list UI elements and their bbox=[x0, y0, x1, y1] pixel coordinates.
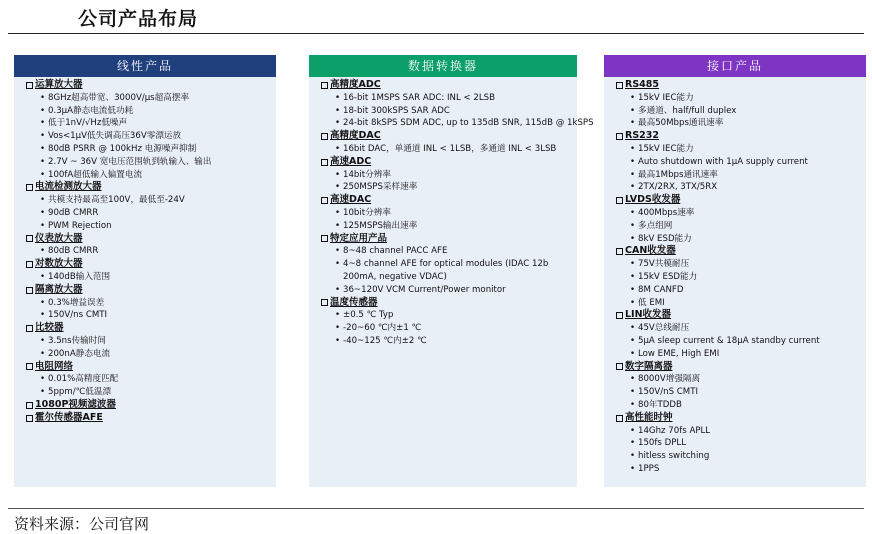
product-group bbox=[26, 399, 276, 412]
list-item bbox=[616, 220, 866, 233]
product-group bbox=[26, 233, 276, 259]
item-text: 最高1Mbps通讯速率 bbox=[638, 169, 718, 180]
group-heading bbox=[26, 233, 276, 246]
group-heading bbox=[26, 79, 276, 92]
item-text: 0.01%高精度匹配 bbox=[48, 374, 119, 385]
item-text: 多点组网 bbox=[638, 220, 673, 231]
list-item bbox=[616, 143, 866, 156]
group-name: 电阻网络 bbox=[35, 360, 74, 372]
group-name: 数字隔离器 bbox=[625, 360, 673, 372]
product-group bbox=[616, 79, 866, 130]
list-item bbox=[321, 92, 577, 105]
checkbox-square-icon bbox=[321, 197, 328, 204]
list-item bbox=[321, 309, 577, 322]
item-text: 5µA sleep current & 18µA standby current bbox=[638, 335, 820, 346]
item-text: 15kV IEC能力 bbox=[638, 143, 694, 154]
panel-interface-products bbox=[604, 55, 866, 487]
list-item bbox=[321, 335, 577, 348]
group-name: 高性能时钟 bbox=[625, 411, 673, 423]
bullet-icon: • bbox=[335, 220, 341, 231]
group-heading bbox=[321, 130, 577, 143]
group-name: CAN收发器 bbox=[625, 245, 676, 257]
group-heading bbox=[616, 245, 866, 258]
bullet-icon: • bbox=[630, 156, 636, 167]
group-name: 高精度DAC bbox=[330, 130, 381, 142]
panel-title: 线性产品 bbox=[14, 55, 276, 77]
list-item bbox=[321, 220, 577, 233]
list-item bbox=[321, 117, 594, 130]
list-item bbox=[26, 169, 276, 182]
bullet-icon: • bbox=[630, 297, 636, 308]
item-text: 最高50Mbps通讯速率 bbox=[638, 118, 724, 129]
bullet-icon: • bbox=[630, 323, 636, 334]
group-heading bbox=[616, 194, 866, 207]
list-item bbox=[616, 373, 866, 386]
product-group bbox=[26, 181, 276, 232]
item-text: 36~120V VCM Current/Power monitor bbox=[343, 284, 506, 295]
bullet-icon: • bbox=[630, 374, 636, 385]
bullet-icon: • bbox=[630, 271, 636, 282]
bullet-icon: • bbox=[40, 271, 46, 282]
checkbox-square-icon bbox=[26, 287, 33, 294]
item-text: 45V总线耐压 bbox=[638, 323, 690, 334]
bullet-icon: • bbox=[40, 195, 46, 206]
item-text: 18-bit 300kSPS SAR ADC bbox=[343, 105, 450, 116]
group-heading bbox=[616, 309, 866, 322]
product-group bbox=[321, 233, 577, 297]
bullet-icon: • bbox=[40, 246, 46, 257]
item-text: 16bit DAC，单通道 INL < 1LSB，多通道 INL < 3LSB bbox=[343, 143, 557, 154]
checkbox-square-icon bbox=[321, 299, 328, 306]
page-title: 公司产品布局 bbox=[78, 8, 199, 30]
item-text: 250MSPS采样速率 bbox=[343, 182, 418, 193]
bullet-icon: • bbox=[630, 259, 636, 270]
bullet-icon: • bbox=[335, 335, 341, 346]
bullet-icon: • bbox=[40, 169, 46, 180]
product-group bbox=[321, 130, 577, 156]
bullet-icon: • bbox=[40, 118, 46, 129]
bullet-icon: • bbox=[630, 233, 636, 244]
list-item bbox=[616, 117, 866, 130]
bullet-icon: • bbox=[40, 207, 46, 218]
bullet-icon: • bbox=[630, 207, 636, 218]
product-group bbox=[26, 79, 276, 181]
list-item bbox=[26, 373, 276, 386]
bullet-icon: • bbox=[335, 310, 341, 321]
group-name: 隔离放大器 bbox=[35, 283, 83, 295]
list-item bbox=[26, 271, 276, 284]
list-item bbox=[616, 271, 866, 284]
list-item bbox=[616, 450, 866, 463]
bullet-icon: • bbox=[40, 131, 46, 142]
item-text: 低 EMI bbox=[638, 297, 665, 308]
bullet-icon: • bbox=[630, 425, 636, 436]
group-heading bbox=[26, 361, 276, 374]
checkbox-square-icon bbox=[321, 235, 328, 242]
panel-title: 接口产品 bbox=[604, 55, 866, 77]
item-text: 多通道、half/full duplex bbox=[638, 105, 737, 116]
group-name: LVDS收发器 bbox=[625, 194, 681, 206]
group-heading bbox=[321, 194, 577, 207]
bullet-icon: • bbox=[630, 463, 636, 474]
item-text: 200nA静态电流 bbox=[48, 348, 111, 359]
list-item bbox=[616, 92, 866, 105]
item-text: 100fA超低输入偏置电流 bbox=[48, 169, 143, 180]
list-item bbox=[26, 335, 276, 348]
list-item bbox=[321, 322, 577, 335]
bullet-icon: • bbox=[335, 92, 341, 103]
item-text: 80dB PSRR @ 100kHz 电源噪声抑制 bbox=[48, 143, 197, 154]
bullet-icon: • bbox=[630, 387, 636, 398]
checkbox-square-icon bbox=[321, 159, 328, 166]
bullet-icon: • bbox=[335, 246, 341, 257]
bullet-icon: • bbox=[630, 284, 636, 295]
list-item bbox=[616, 233, 866, 246]
group-heading bbox=[616, 361, 866, 374]
product-group bbox=[26, 412, 276, 425]
list-item bbox=[616, 258, 866, 271]
bullet-icon: • bbox=[335, 284, 341, 295]
item-text: 14bit分辨率 bbox=[343, 169, 391, 180]
list-item bbox=[616, 169, 866, 182]
bullet-icon: • bbox=[40, 387, 46, 398]
list-item bbox=[616, 386, 866, 399]
checkbox-square-icon bbox=[26, 184, 33, 191]
list-item bbox=[321, 245, 577, 258]
checkbox-square-icon bbox=[26, 363, 33, 370]
item-text: 150V/ns CMTI bbox=[48, 310, 108, 321]
bullet-icon: • bbox=[40, 374, 46, 385]
group-heading bbox=[26, 322, 276, 335]
item-text: 0.3µA静态电流低功耗 bbox=[48, 105, 134, 116]
checkbox-square-icon bbox=[616, 82, 623, 89]
item-text: 1PPS bbox=[638, 463, 660, 474]
group-name: 霍尔传感器AFE bbox=[35, 411, 103, 423]
bullet-icon: • bbox=[40, 156, 46, 167]
item-text: 15kV ESD能力 bbox=[638, 271, 698, 282]
bullet-icon: • bbox=[335, 118, 341, 129]
item-text: 150V/nS CMTI bbox=[638, 387, 699, 398]
list-item bbox=[26, 207, 276, 220]
item-text: 150fs DPLL bbox=[638, 438, 687, 449]
panel-title: 数据转换器 bbox=[309, 55, 577, 77]
group-name: 高速DAC bbox=[330, 194, 372, 206]
group-name: 电流检测放大器 bbox=[35, 181, 102, 193]
checkbox-square-icon bbox=[26, 235, 33, 242]
group-heading bbox=[321, 233, 577, 246]
list-item bbox=[26, 309, 276, 322]
product-group bbox=[321, 79, 594, 130]
item-text: 低于1nV/√Hz低噪声 bbox=[48, 118, 128, 129]
checkbox-square-icon bbox=[616, 133, 623, 140]
bullet-icon: • bbox=[630, 220, 636, 231]
group-name: RS232 bbox=[625, 130, 659, 142]
item-text: 400Mbps速率 bbox=[638, 207, 695, 218]
product-group bbox=[321, 297, 577, 348]
product-group bbox=[26, 258, 276, 284]
item-text: PWM Rejection bbox=[48, 220, 112, 231]
bullet-icon: • bbox=[630, 182, 636, 193]
checkbox-square-icon bbox=[26, 415, 33, 422]
bullet-icon: • bbox=[335, 182, 341, 193]
list-item bbox=[26, 194, 276, 207]
list-item bbox=[321, 284, 577, 297]
bullet-icon: • bbox=[630, 399, 636, 410]
bullet-icon: • bbox=[40, 297, 46, 308]
list-item bbox=[26, 348, 276, 361]
group-heading bbox=[321, 156, 577, 169]
bullet-icon: • bbox=[40, 143, 46, 154]
list-item bbox=[616, 348, 866, 361]
item-text: hitless switching bbox=[638, 451, 710, 462]
source-note: 资料来源：公司官网 bbox=[14, 515, 150, 533]
item-text: 8GHz超高带宽、3000V/µs超高摆率 bbox=[48, 92, 190, 103]
group-name: 高速ADC bbox=[330, 155, 372, 167]
bullet-icon: • bbox=[630, 105, 636, 116]
item-text: 2.7V ~ 36V 宽电压范围轨到轨输入、输出 bbox=[48, 156, 212, 167]
group-name: 温度传感器 bbox=[330, 296, 378, 308]
item-text: 10bit分辨率 bbox=[343, 207, 391, 218]
list-item bbox=[616, 156, 866, 169]
bullet-icon: • bbox=[630, 169, 636, 180]
list-item bbox=[616, 181, 866, 194]
product-group bbox=[616, 245, 866, 309]
product-group bbox=[321, 194, 577, 232]
group-name: 高精度ADC bbox=[330, 79, 381, 90]
item-text: 8000V增强隔离 bbox=[638, 374, 701, 385]
group-name: 对数放大器 bbox=[35, 258, 83, 270]
bullet-icon: • bbox=[630, 143, 636, 154]
list-item bbox=[321, 169, 577, 182]
panel-data-converters bbox=[309, 55, 594, 487]
product-group-list bbox=[604, 77, 866, 476]
bullet-icon: • bbox=[40, 105, 46, 116]
list-item bbox=[616, 463, 866, 476]
group-heading bbox=[616, 412, 866, 425]
bullet-icon: • bbox=[630, 348, 636, 359]
product-group bbox=[321, 156, 577, 194]
item-text: 5ppm/℃低温漂 bbox=[48, 387, 112, 398]
bullet-icon: • bbox=[630, 92, 636, 103]
list-item bbox=[616, 399, 866, 412]
group-name: 运算放大器 bbox=[35, 79, 83, 90]
group-name: 1080P视频滤波器 bbox=[35, 398, 116, 410]
list-item bbox=[26, 386, 276, 399]
product-group bbox=[26, 284, 276, 322]
product-group bbox=[616, 309, 866, 360]
item-text: 4~8 channel AFE for optical modules (IDAC 12b 200mA, negative VDAC) bbox=[343, 259, 549, 282]
item-text: 24-bit 8kSPS SDM ADC, up to 135dB SNR, 115dB @ 1kSPS bbox=[343, 118, 594, 129]
bullet-icon: • bbox=[40, 310, 46, 321]
bullet-icon: • bbox=[40, 335, 46, 346]
group-heading bbox=[26, 181, 276, 194]
checkbox-square-icon bbox=[26, 325, 33, 332]
bullet-icon: • bbox=[335, 323, 341, 334]
product-group bbox=[26, 361, 276, 399]
bullet-icon: • bbox=[40, 92, 46, 103]
item-text: 共模支持最高至100V，最低至-24V bbox=[48, 195, 185, 206]
bullet-icon: • bbox=[630, 438, 636, 449]
checkbox-square-icon bbox=[321, 82, 328, 89]
list-item bbox=[616, 425, 866, 438]
list-item bbox=[616, 335, 866, 348]
group-heading bbox=[26, 399, 276, 412]
item-text: 0.3%增益误差 bbox=[48, 297, 105, 308]
list-item bbox=[26, 143, 276, 156]
list-item bbox=[616, 437, 866, 450]
checkbox-square-icon bbox=[321, 133, 328, 140]
checkbox-square-icon bbox=[616, 312, 623, 319]
item-text: 16-bit 1MSPS SAR ADC: INL < 2LSB bbox=[343, 92, 496, 103]
list-item bbox=[26, 156, 276, 169]
group-heading bbox=[26, 258, 276, 271]
group-heading bbox=[26, 412, 276, 425]
checkbox-square-icon bbox=[26, 402, 33, 409]
checkbox-square-icon bbox=[616, 197, 623, 204]
item-text: 75V共模耐压 bbox=[638, 259, 690, 270]
item-text: 8M CANFD bbox=[638, 284, 684, 295]
item-text: 3.5ns传输时间 bbox=[48, 335, 106, 346]
item-text: Low EME, High EMI bbox=[638, 348, 720, 359]
list-item bbox=[616, 322, 866, 335]
item-text: 2TX/2RX, 3TX/5RX bbox=[638, 182, 718, 193]
item-text: -40~125 ℃内±2 ℃ bbox=[343, 335, 427, 346]
bullet-icon: • bbox=[335, 169, 341, 180]
checkbox-square-icon bbox=[616, 248, 623, 255]
bottom-divider bbox=[8, 508, 864, 509]
list-item bbox=[26, 130, 276, 143]
group-name: 比较器 bbox=[35, 322, 64, 334]
group-name: 仪表放大器 bbox=[35, 232, 83, 244]
list-item bbox=[321, 181, 577, 194]
list-item bbox=[321, 207, 577, 220]
item-text: 14Ghz 70fs APLL bbox=[638, 425, 711, 436]
list-item bbox=[26, 245, 276, 258]
group-heading bbox=[321, 297, 577, 310]
item-text: -20~60 ℃内±1 ℃ bbox=[343, 323, 422, 334]
group-heading bbox=[616, 79, 866, 92]
group-name: LIN收发器 bbox=[625, 309, 672, 321]
list-item bbox=[26, 220, 276, 233]
item-text: 80年TDDB bbox=[638, 399, 682, 410]
bullet-icon: • bbox=[630, 335, 636, 346]
checkbox-square-icon bbox=[26, 82, 33, 89]
product-group bbox=[616, 361, 866, 412]
product-group bbox=[616, 130, 866, 194]
top-divider bbox=[8, 33, 864, 34]
group-heading bbox=[26, 284, 276, 297]
bullet-icon: • bbox=[40, 220, 46, 231]
product-group-list bbox=[14, 77, 276, 425]
product-group bbox=[616, 194, 866, 245]
checkbox-square-icon bbox=[26, 261, 33, 268]
bullet-icon: • bbox=[630, 118, 636, 129]
product-group bbox=[26, 322, 276, 360]
checkbox-square-icon bbox=[616, 363, 623, 370]
group-name: RS485 bbox=[625, 79, 659, 90]
item-text: 90dB CMRR bbox=[48, 207, 99, 218]
list-item bbox=[321, 105, 577, 118]
list-item bbox=[321, 143, 577, 156]
product-group bbox=[616, 412, 866, 476]
item-text: ±0.5 ℃ Typ bbox=[343, 310, 394, 321]
panel-linear-products bbox=[14, 55, 276, 487]
list-item bbox=[26, 117, 276, 130]
group-heading bbox=[616, 130, 866, 143]
group-heading bbox=[321, 79, 577, 92]
item-text: Auto shutdown with 1µA supply current bbox=[638, 156, 808, 167]
item-text: 140dB输入范围 bbox=[48, 271, 111, 282]
list-item bbox=[616, 105, 866, 118]
list-item bbox=[26, 92, 276, 105]
bullet-icon: • bbox=[40, 348, 46, 359]
list-item bbox=[616, 207, 866, 220]
list-item bbox=[26, 297, 276, 310]
bullet-icon: • bbox=[335, 207, 341, 218]
bullet-icon: • bbox=[630, 451, 636, 462]
item-text: 125MSPS输出速率 bbox=[343, 220, 418, 231]
list-item bbox=[26, 105, 276, 118]
list-item bbox=[321, 258, 577, 284]
checkbox-square-icon bbox=[616, 415, 623, 422]
item-text: Vos<1µV低失调高压36V零漂运放 bbox=[48, 131, 182, 142]
list-item bbox=[616, 297, 866, 310]
item-text: 8~48 channel PACC AFE bbox=[343, 246, 448, 257]
product-group-list bbox=[309, 77, 594, 348]
bullet-icon: • bbox=[335, 259, 341, 270]
bullet-icon: • bbox=[335, 105, 341, 116]
bullet-icon: • bbox=[335, 143, 341, 154]
item-text: 80dB CMRR bbox=[48, 246, 99, 257]
item-text: 8kV ESD能力 bbox=[638, 233, 692, 244]
group-name: 特定应用产品 bbox=[330, 232, 388, 244]
item-text: 15kV IEC能力 bbox=[638, 92, 694, 103]
list-item bbox=[616, 284, 866, 297]
